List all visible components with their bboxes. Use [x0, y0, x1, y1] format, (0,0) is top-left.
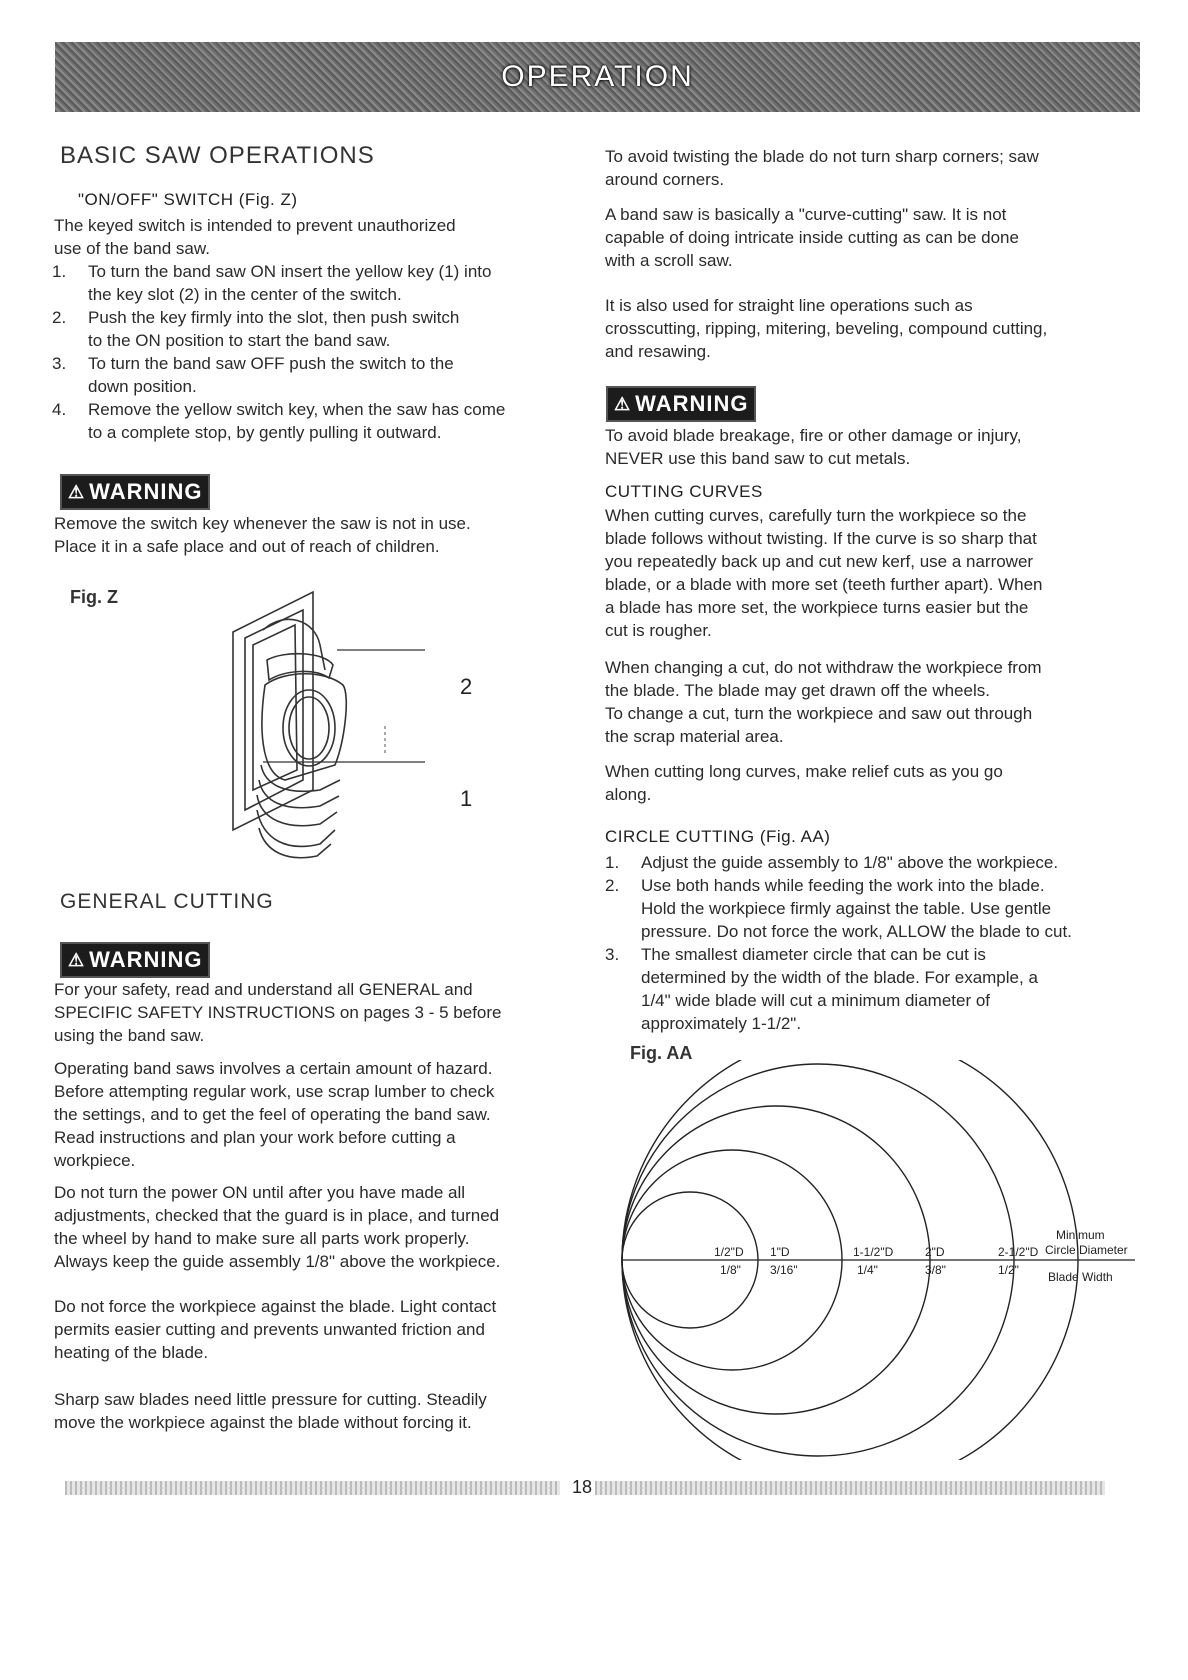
para-hazard: Operating band saws involves a certain amount of hazard. Before attempting regular work, use scrap lumber to check the settings, and to get the feel of operating the band saw. Read instructions and plan your work before cutting a workpiece. [54, 1059, 495, 1170]
list-item: 1. To turn the band saw ON insert the yellow key (1) into the key slot (2) in the center of the switch. [52, 262, 492, 304]
list-item: 2. Use both hands while feeding the work into the blade. Hold the workpiece firmly against the table. Use gentle pressure. Do not force the work, ALLOW the blade to cut. [605, 876, 1072, 941]
diameter-label: 1-1/2"D [853, 1245, 894, 1259]
list-item: 1. Adjust the guide assembly to 1/8" above the workpiece. [605, 853, 1059, 872]
list-item: 3. To turn the band saw OFF push the switch to the down position. [52, 354, 454, 396]
circle-heading: CIRCLE CUTTING (Fig. AA) [605, 827, 831, 846]
header-title: OPERATION [501, 60, 694, 93]
list-item: 4. Remove the yellow switch key, when the saw has come to a complete stop, by gently pulling it outward. [52, 400, 506, 442]
legend-blade-width: Blade Width [1048, 1270, 1113, 1284]
list-item: 2. Push the key firmly into the slot, then push switch to the ON position to start the band saw. [52, 308, 460, 350]
width-label: 3/8" [925, 1263, 946, 1277]
warning3-text: To avoid blade breakage, fire or other damage or injury, NEVER use this band saw to cut metals. [605, 426, 1022, 468]
warning-triangle-icon: ⚠ [68, 482, 86, 502]
width-label: 1/2" [998, 1263, 1019, 1277]
fig-z-label: Fig. Z [70, 587, 118, 607]
warning-badge-1: ⚠ WARNING [60, 474, 210, 510]
para-curve: A band saw is basically a "curve-cutting" saw. It is not capable of doing intricate inside cutting as can be done with a scroll saw. [605, 205, 1019, 270]
header-banner [55, 42, 1140, 112]
width-label: 3/16" [770, 1263, 798, 1277]
warning1-text: Remove the switch key whenever the saw is not in use. Place it in a safe place and out of reach of children. [54, 514, 471, 556]
para-twist: To avoid twisting the blade do not turn sharp corners; saw around corners. [605, 147, 1039, 189]
warning-badge-3: ⚠ WARNING [606, 386, 756, 422]
diameter-label: 1/2"D [714, 1245, 744, 1259]
curves-para-3: When cutting long curves, make relief cuts as you go along. [605, 762, 1003, 804]
fig-aa-label: Fig. AA [630, 1043, 693, 1063]
diameter-label: 1"D [770, 1245, 790, 1259]
warning-badge-2: ⚠ WARNING [60, 942, 210, 978]
warning2-text: For your safety, read and understand all GENERAL and SPECIFIC SAFETY INSTRUCTIONS on pages 3 - 5 before using the band saw. [54, 980, 502, 1045]
section-title-general: GENERAL CUTTING [60, 890, 274, 913]
diameter-label: 2-1/2"D [998, 1245, 1039, 1259]
curves-para-1: When cutting curves, carefully turn the workpiece so the blade follows without twisting. If the curve is so sharp that you repeatedly back up and cut new kerf, use a narrower blade, or a blade with more set (teeth further apart). When a blade has more set, the workpiece turns easier but the cut is rougher. [605, 506, 1043, 640]
footer [65, 1477, 1105, 1499]
page-number: 18 [572, 1477, 593, 1497]
width-label: 1/4" [857, 1263, 878, 1277]
warning-triangle-icon: ⚠ [614, 394, 632, 414]
callout-1-label: 1 [460, 786, 473, 811]
fig-aa-circles-diagram [600, 1060, 1140, 1460]
para-sharp: Sharp saw blades need little pressure for cutting. Steadily move the workpiece against the blade without forcing it. [54, 1390, 487, 1432]
section-title-basic: BASIC SAW OPERATIONS [60, 142, 375, 169]
diameter-label: 2"D [925, 1245, 945, 1259]
fig-z-switch-drawing [225, 590, 515, 890]
footer-bar-left [65, 1481, 560, 1495]
switch-intro: The keyed switch is intended to prevent unauthorized use of the band saw. [54, 216, 456, 258]
list-item: 3. The smallest diameter circle that can be cut is determined by the width of the blade. For example, a 1/4" wide blade will cut a minimum diameter of approximately 1-1/2". [605, 945, 1038, 1033]
curves-heading: CUTTING CURVES [605, 482, 763, 501]
legend-circle-diameter: Circle Diameter [1045, 1243, 1128, 1257]
switch-heading: "ON/OFF" SWITCH (Fig. Z) [78, 190, 298, 209]
para-power: Do not turn the power ON until after you have made all adjustments, checked that the guard is in place, and turned the wheel by hand to make sure all parts work properly. Always keep the guide assembly 1/8" above the workpiece. [54, 1183, 501, 1271]
footer-bar-right [595, 1481, 1105, 1495]
legend-minimum: Minimum [1056, 1228, 1105, 1242]
para-force: Do not force the workpiece against the blade. Light contact permits easier cutting and prevents unwanted friction and heating of the blade. [54, 1297, 497, 1362]
para-straight: It is also used for straight line operations such as crosscutting, ripping, mitering, beveling, compound cutting, and resawing. [605, 296, 1048, 361]
warning-triangle-icon: ⚠ [68, 950, 86, 970]
width-label: 1/8" [720, 1263, 741, 1277]
switch-steps [52, 260, 612, 444]
callout-2-label: 2 [460, 674, 473, 699]
curves-para-2: When changing a cut, do not withdraw the workpiece from the blade. The blade may get drawn off the wheels. To change a cut, turn the workpiece and saw out through the scrap material area. [605, 658, 1042, 746]
circle-steps [605, 851, 1165, 1035]
